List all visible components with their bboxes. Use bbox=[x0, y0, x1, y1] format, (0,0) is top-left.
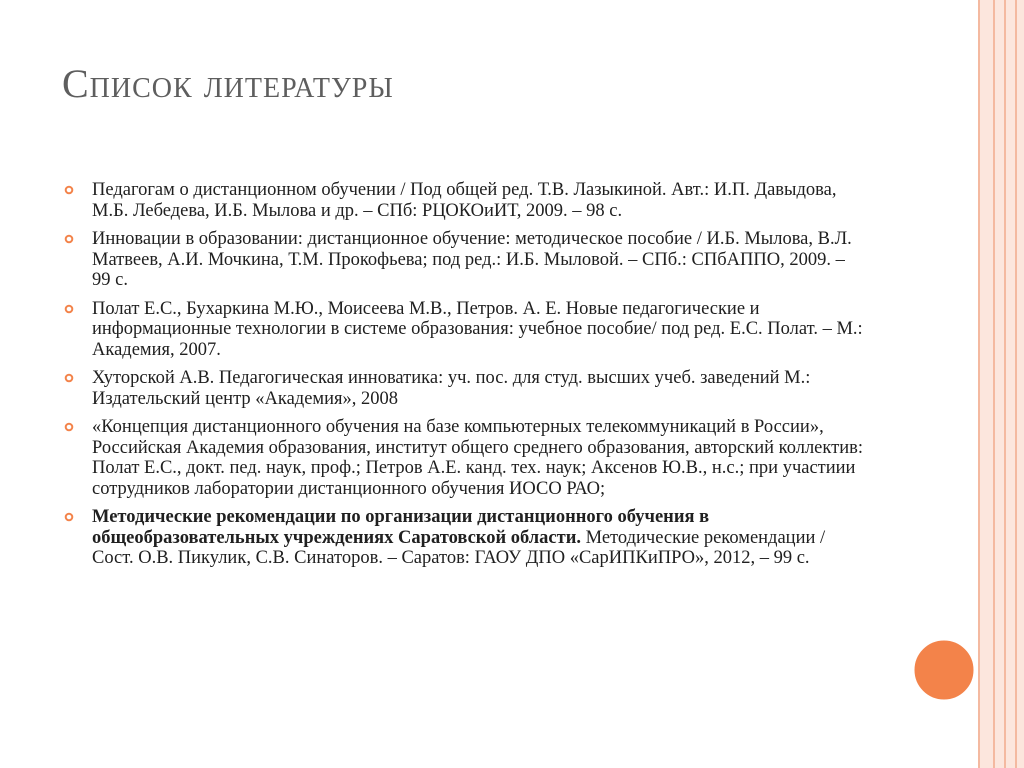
list-item-text: Полат Е.С., Бухаркина М.Ю., Моисеева М.В., Петров. А. Е. Новые педагогические и информационные технологии в системе образования: учебное пособие/ под ред. Е.С. Полат. – М.: Академия, 2007. bbox=[92, 298, 863, 360]
orange-circle-icon bbox=[913, 639, 975, 701]
bibliography-list bbox=[64, 180, 864, 577]
circle-outline-bullet-icon bbox=[64, 373, 74, 383]
list-item bbox=[64, 368, 864, 409]
list-item bbox=[64, 299, 864, 361]
list-item bbox=[64, 507, 864, 569]
circle-outline-bullet-icon bbox=[64, 512, 74, 522]
list-item-text: Инновации в образовании: дистанционное обучение: методическое пособие / И.Б. Мылова, В.Л. Матвеев, А.И. Мочкина, Т.М. Прокофьева; под ред.: И.Б. Мыловой. – СПб.: СПбАППО, 2009. – 99 с. bbox=[92, 229, 852, 290]
list-item-text: Педагогам о дистанционном обучении / Под общей ред. Т.В. Лазыкиной. Авт.: И.П. Давыдова, М.Б. Лебедева, И.Б. Мылова и др. – СПб: РЦОКОиИТ, 2009. – 98 с. bbox=[92, 180, 837, 221]
slide-title: Список литературы bbox=[62, 61, 394, 106]
circle-outline-bullet-icon bbox=[64, 234, 74, 244]
list-item-bold-title: Методические рекомендации по организации дистанционного обучения в общеобразовательных учреждениях Саратовской области. bbox=[92, 507, 710, 548]
list-item-text: Хуторской А.В. Педагогическая инноватика: уч. пос. для студ. высших учеб. заведений М.: Издательский центр «Академия», 2008 bbox=[92, 368, 811, 409]
circle-outline-bullet-icon bbox=[64, 185, 74, 195]
circle-outline-bullet-icon bbox=[64, 422, 74, 432]
list-item bbox=[64, 229, 864, 291]
circle-outline-bullet-icon bbox=[64, 304, 74, 314]
list-item bbox=[64, 180, 864, 221]
list-item bbox=[64, 417, 864, 499]
list-item-text: Методические рекомендации / Сост. О.В. Пикулик, С.В. Синаторов. – Саратов: ГАОУ ДПО «СарИПКиПРО», 2012, – 99 с. bbox=[92, 527, 826, 568]
list-item-text: «Концепция дистанционного обучения на базе компьютерных телекоммуникаций в России», Российская Академия образования, институт общего среднего образования, авторский коллектив: Полат Е.С., докт. пед. наук, проф.; Петров А.Е. канд. тех. наук; Аксенов Ю.В., н.с.; при участиии сотрудников лаборатории дистанционного обучения ИОСО РАО; bbox=[92, 417, 864, 499]
right-band bbox=[978, 0, 1024, 768]
